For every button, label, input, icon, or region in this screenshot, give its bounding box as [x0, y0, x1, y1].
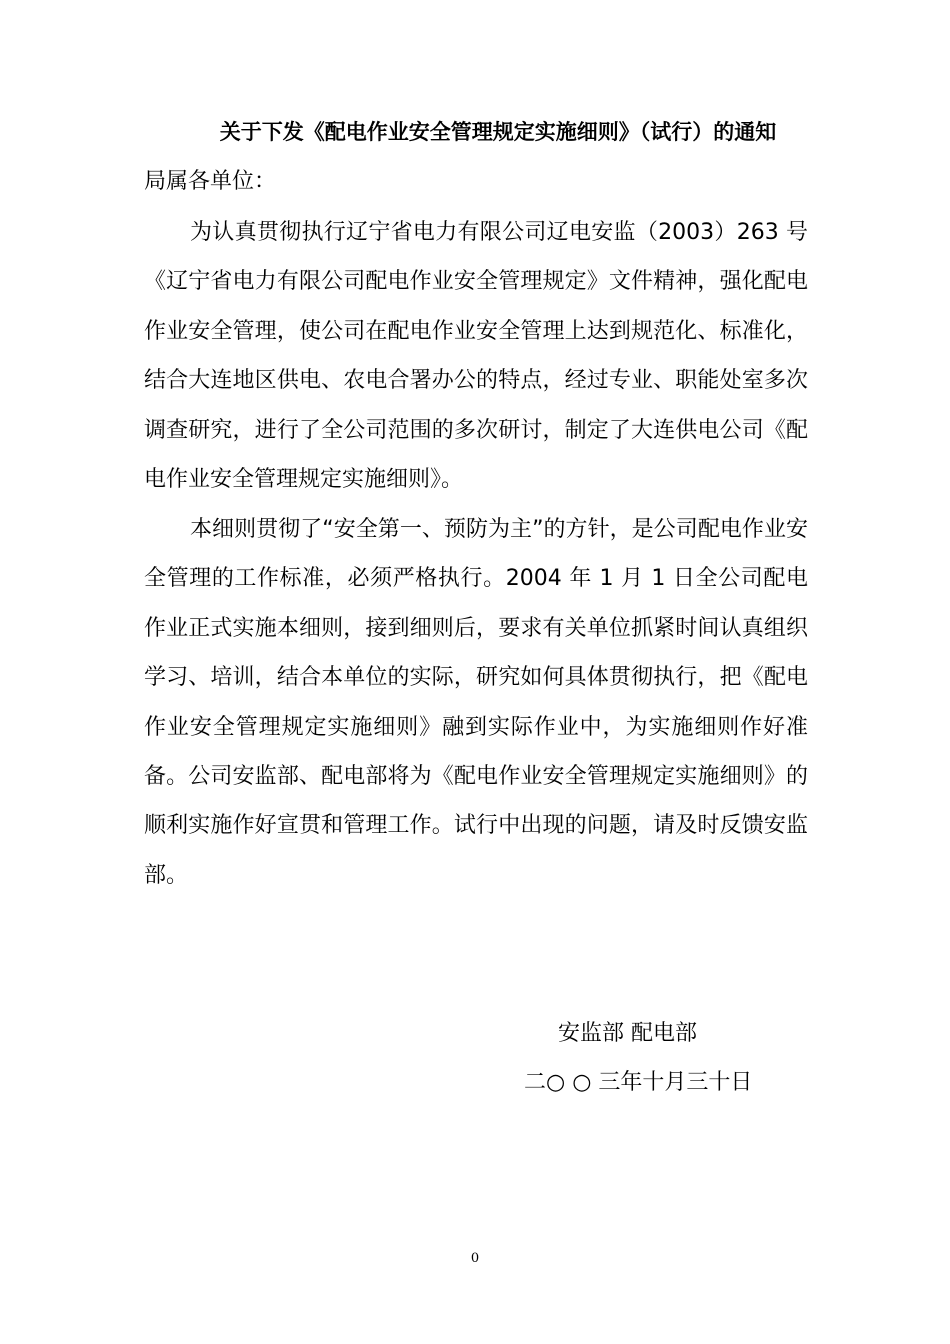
body-paragraph-1	[144, 208, 808, 504]
signature: 安监部 配电部	[558, 1021, 697, 1046]
issue-date: 二○ ○ 三年十月三十日	[524, 1070, 753, 1095]
salutation: 局属各单位：	[144, 169, 277, 194]
body-paragraph-2	[144, 505, 808, 900]
document-title: 关于下发《配电作业安全管理规定实施细则》（试行）的通知	[219, 120, 777, 144]
page-number: 0	[470, 1251, 480, 1266]
paragraph-text: 本细则贯彻了“安全第一、预防为主”的方针，是公司配电作业安全管理的工作标准，必须严格执行。2004 年 1 月 1 日全公司配电作业正式实施本细则，接到细则后，要求有关单位抓紧时间认真组织学习、培训，结合本单位的实际，研究如何具体贯彻执行，把《配电作业安全管理规定实施细则》融到实际作业中，为实施细则作好准备。公司安监部、配电部将为《配电作业安全管理规定实施细则》的顺利实施作好宣贯和管理工作。试行中出现的问题，请及时反馈安监部。	[144, 517, 808, 888]
paragraph-text: 为认真贯彻执行辽宁省电力有限公司辽电安监（2003）263 号《辽宁省电力有限公司配电作业安全管理规定》文件精神，强化配电作业安全管理，使公司在配电作业安全管理上达到规范化、标准化，结合大连地区供电、农电合署办公的特点，经过专业、职能处室多次调查研究，进行了全公司范围的多次研讨，制定了大连供电公司《配电作业安全管理规定实施细则》。	[144, 220, 808, 493]
